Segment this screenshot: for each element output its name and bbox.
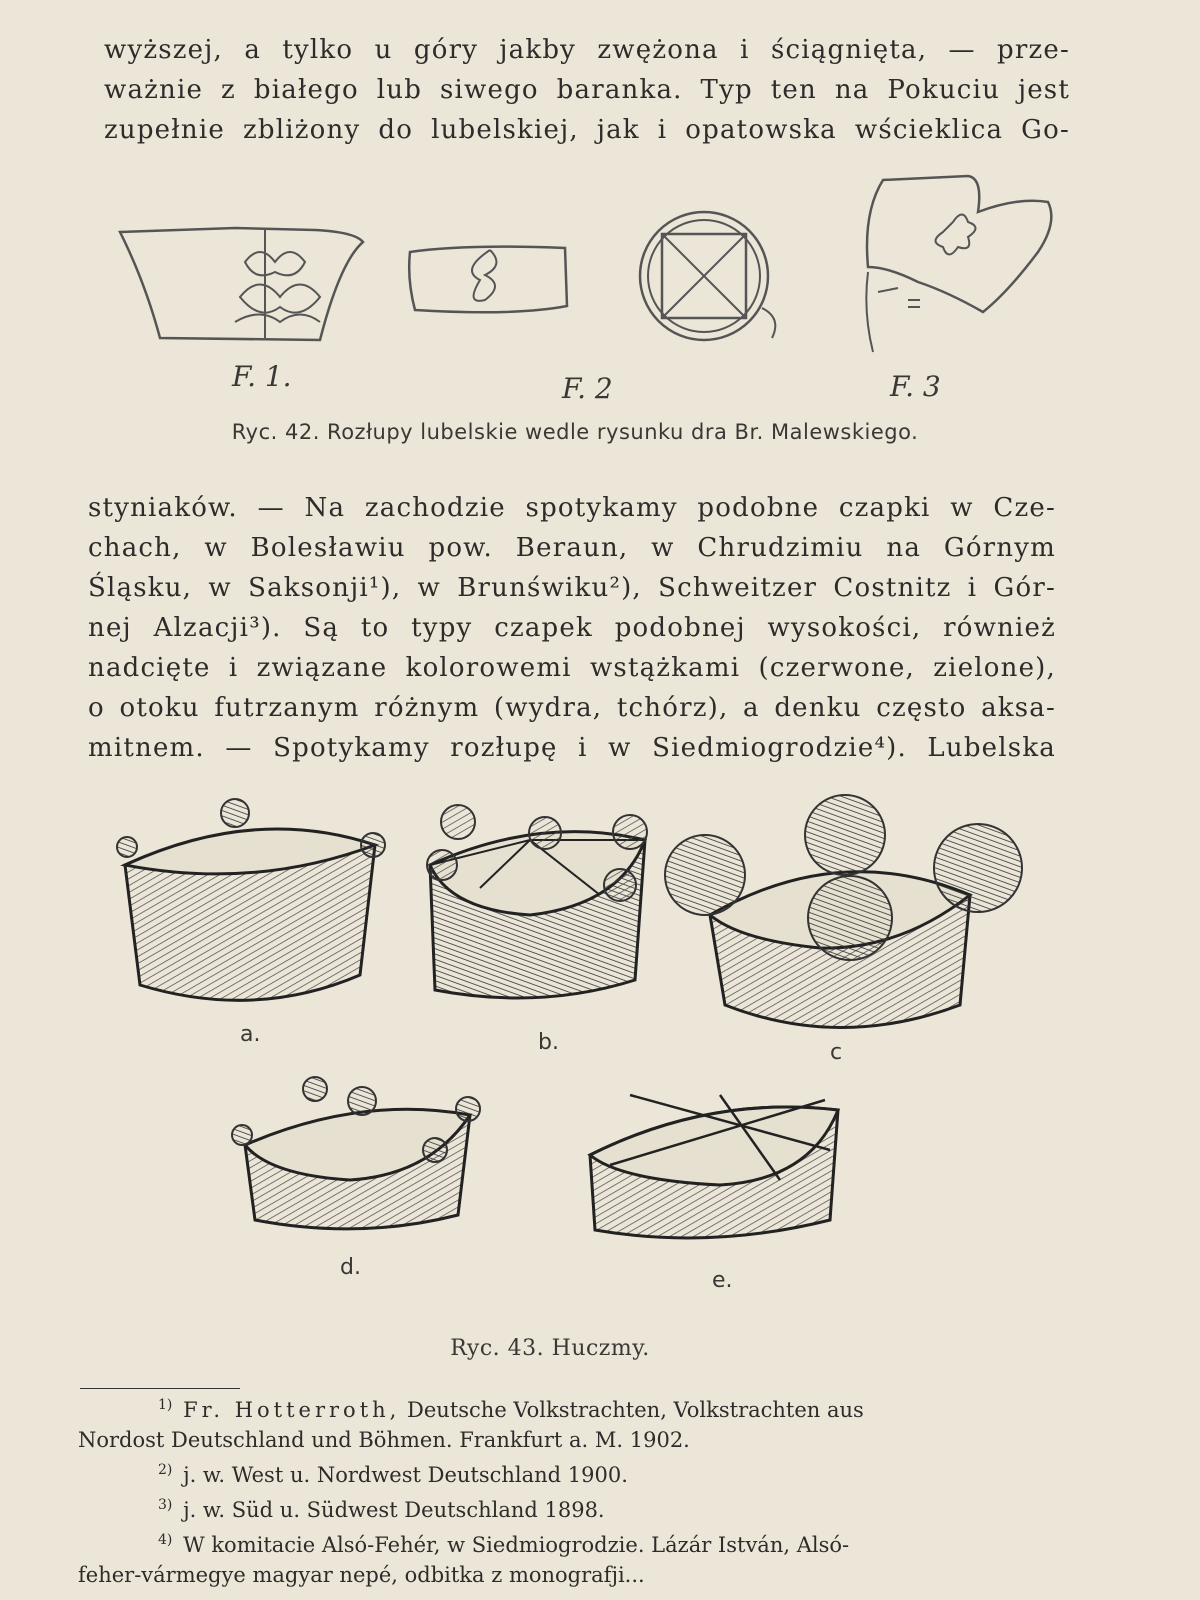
footnote-1-continued: Nordost Deutschland und Böhmen. Frankfurt a. M. 1902. [78, 1428, 690, 1452]
paragraph-top [104, 30, 1070, 150]
figure-42-label-f3: F. 3 [890, 370, 941, 403]
footnote-divider [80, 1388, 240, 1389]
footnote-number: 4) [158, 1532, 173, 1548]
figure-43-label-a: a. [240, 1022, 261, 1047]
text-line: nadcięte i związane kolorowemi wstążkami (czerwone, zielone), [88, 653, 1056, 683]
hat-illustration-e [580, 1080, 855, 1245]
text-line: wyższej, a tylko u góry jakby zwężona i ściągnięta, — prze- [104, 35, 1070, 65]
figure-42-sketch-f2 [405, 240, 575, 325]
footnote-number: 1) [158, 1397, 173, 1413]
footnote-text: Deutsche Volkstrachten, Volkstrachten aus [407, 1398, 864, 1422]
text-line: mitnem. — Spotykamy rozłupę i w Siedmiogrodzie⁴). Lubelska [88, 733, 1056, 763]
figure-42-sketch-f2-top [632, 208, 792, 348]
footnote-2 [78, 1455, 1038, 1490]
footnote-4 [78, 1525, 1038, 1560]
text-line: nej Alzacji³). Są to typy czapek podobnej wysokości, również [88, 613, 1056, 643]
footnote-number: 2) [158, 1462, 173, 1478]
footnote-4-continued: feher-vármegye magyar nepé, odbitka z monografji... [78, 1563, 645, 1587]
text-line: o otoku futrzanym różnym (wydra, tchórz), a denku często aksa- [88, 693, 1056, 723]
text-line: chach, w Bolesławiu pow. Beraun, w Chrudzimiu na Górnym [88, 533, 1056, 563]
figure-43-label-d: d. [340, 1255, 361, 1280]
figure-43-label-b: b. [538, 1030, 559, 1055]
footnote-text: j. w. West u. Nordwest Deutschland 1900. [183, 1463, 628, 1487]
hat-illustration-d [230, 1075, 490, 1240]
figure-43-label-c: c [830, 1040, 843, 1065]
text-line: Śląsku, w Saksonji¹), w Brunświku²), Schweitzer Costnitz i Gór- [88, 573, 1056, 603]
figure-43-label-e: e. [712, 1268, 733, 1293]
footnote-text: j. w. Süd u. Südwest Deutschland 1898. [183, 1498, 605, 1522]
footnote-number: 3) [158, 1497, 173, 1513]
footnote-1 [78, 1390, 1038, 1425]
footnote-3 [78, 1490, 1038, 1525]
figure-43-caption: Ryc. 43. Huczmy. [450, 1336, 650, 1361]
footnote-text: W komitacie Alsó-Fehér, w Siedmiogrodzie. Lázár István, Alsó- [183, 1533, 850, 1557]
text-line: styniaków. — Na zachodzie spotykamy podobne czapki w Cze- [88, 493, 1056, 523]
figure-42-label-f2: F. 2 [562, 372, 613, 405]
figure-42-sketch-f3 [858, 172, 1063, 357]
hat-illustration-c [660, 800, 1030, 1035]
text-line: ważnie z białego lub siwego baranka. Typ ten na Pokuciu jest [104, 75, 1070, 105]
paragraph-middle [88, 488, 1056, 768]
figure-42-sketch-f1 [115, 222, 370, 352]
footnotes [78, 1390, 1038, 1590]
hat-illustration-b [420, 800, 660, 1015]
text-line: zupełnie zbliżony do lubelskiej, jak i opatowska wścieklica Go- [104, 115, 1070, 145]
footnote-author: Fr. Hotterroth, [183, 1398, 401, 1422]
figure-42-caption: Ryc. 42. Rozłupy lubelskie wedle rysunku dra Br. Malewskiego. [231, 420, 919, 444]
hat-illustration-a [105, 795, 405, 1020]
figure-42-label-f1: F. 1. [232, 360, 292, 393]
